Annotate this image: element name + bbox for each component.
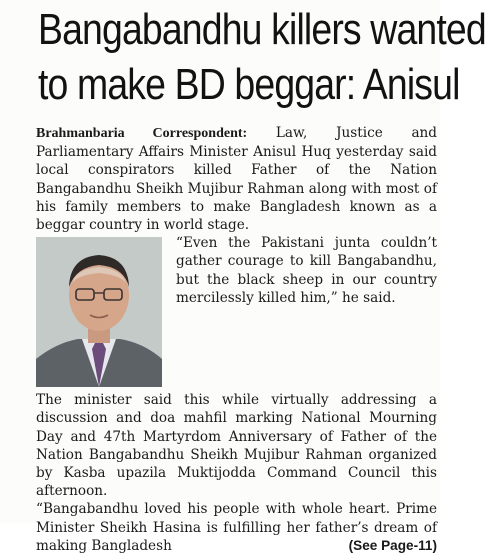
headline-line-1: Bangabandhu killers wanted: [38, 5, 486, 54]
headline: [38, 2, 486, 112]
byline: Brahmanbaria Correspondent:: [36, 126, 248, 141]
quote-paragraph: “Even the Pakistani junta couldn’t gather courage to kill Bangabandhu, but the black sheep in our country mercilessly killed him,” he said.: [176, 235, 437, 306]
lead-text: Law, Justice and Parliamentary Affairs Minister Anisul Huq yesterday said local conspirators killed Father of the Nation Bangabandhu Sheikh Mujibur Rahman along with most of his family members to make Bangladesh known as a beggar country in world stage.: [36, 125, 437, 234]
lead-paragraph: [36, 124, 437, 234]
article-body: [36, 124, 437, 555]
context-paragraph: The minister said this while virtually addressing a discussion and doa mahfil marking National Mourning Day and 47th Martyrdom Anniversary of Father of the Nation Bangabandhu Sheikh Mujibur Rahman organized by Kasba upazila Muktijodda Command Council this afternoon.: [36, 392, 437, 500]
continuation-note: (See Page-11): [348, 537, 437, 553]
portrait-illustration: [36, 237, 162, 387]
closing-paragraph: [36, 500, 437, 555]
minister-portrait-photo: [36, 237, 162, 387]
closing-text: “Bangabandhu loved his people with whole heart. Prime Minister Sheikh Hasina is fulfilling her father’s dream of making Bangladesh: [36, 501, 437, 554]
headline-line-2: to make BD beggar: Anisul: [38, 60, 460, 109]
